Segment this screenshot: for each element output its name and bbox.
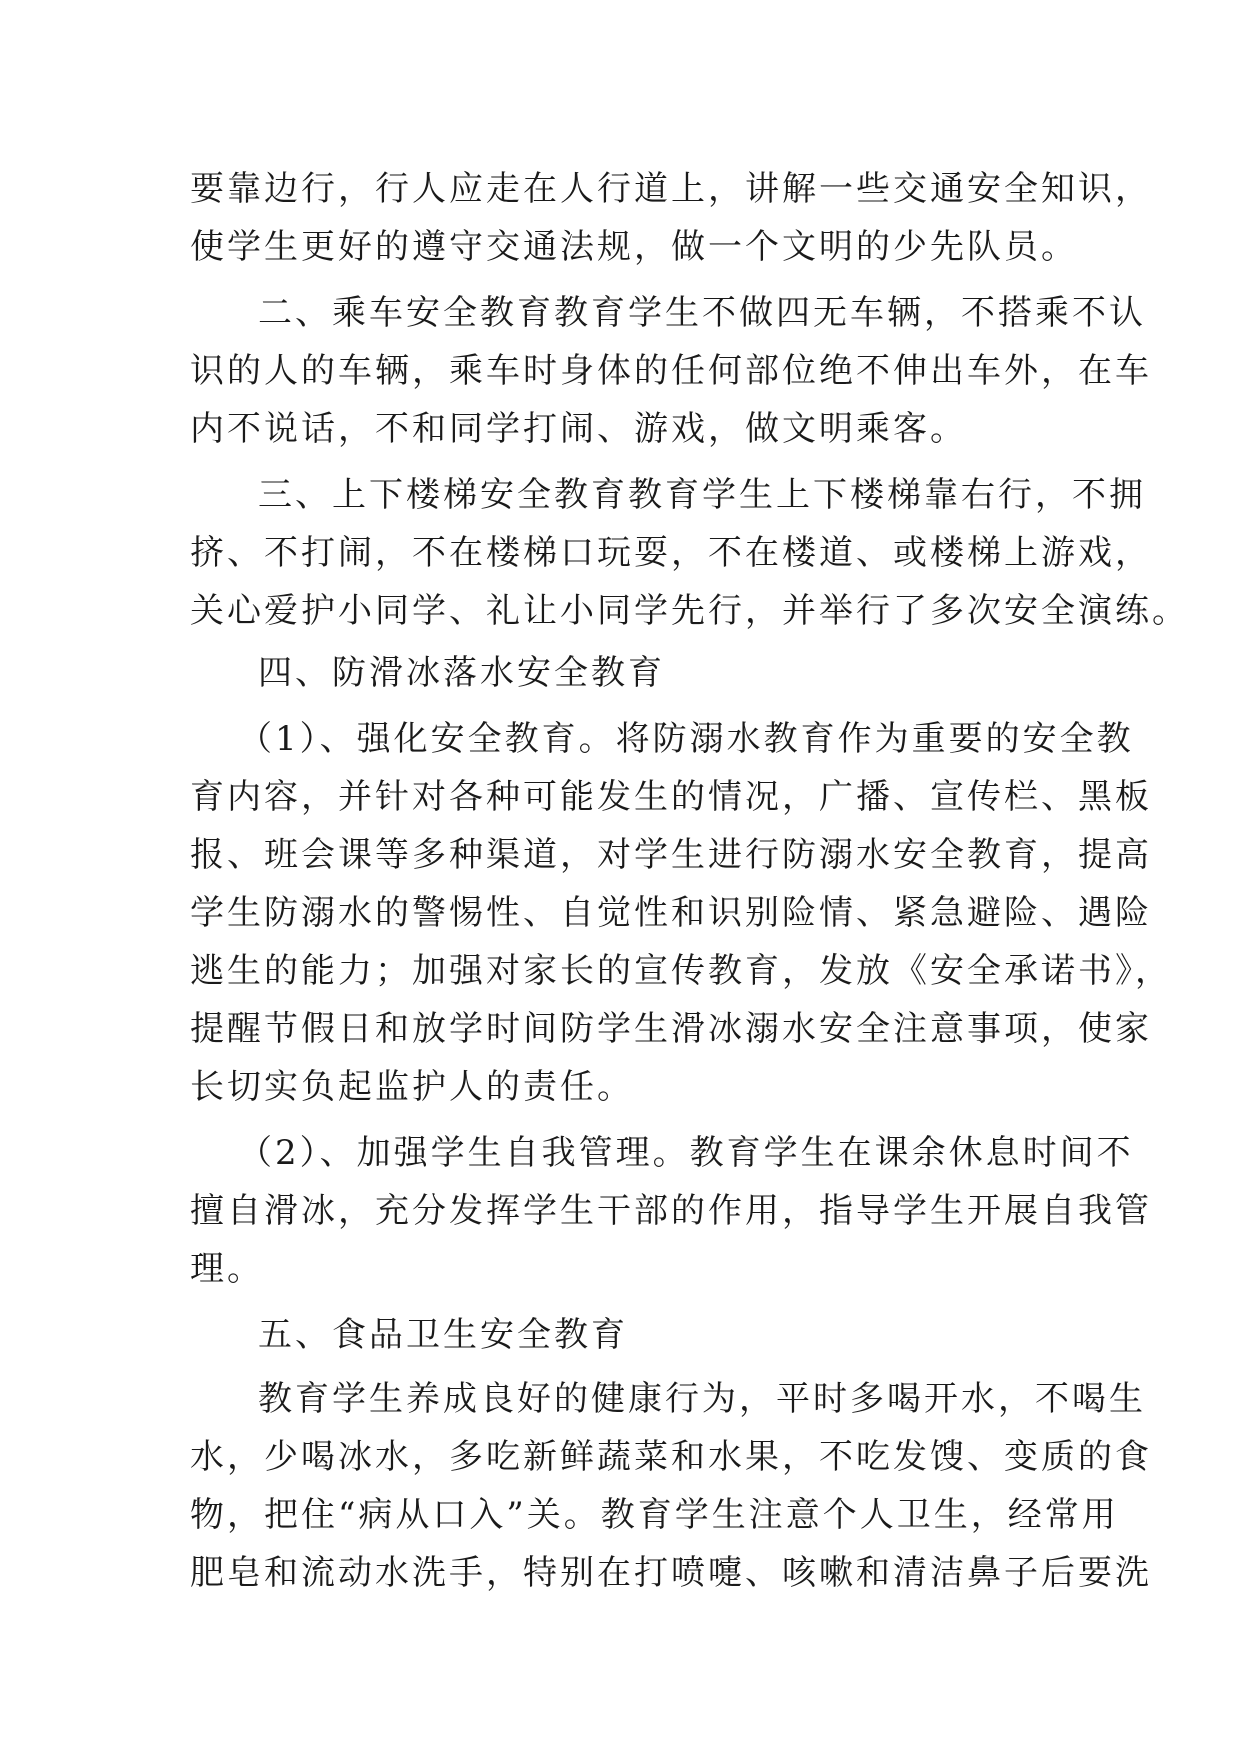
text-line: 学生防溺水的警惕性、自觉性和识别险情、紧急避险、遇险 [190, 893, 1152, 933]
text-line: 逃生的能力；加强对家长的宣传教育，发放《安全承诺书》， [190, 951, 1172, 991]
text-line: 物，把住“病从口入”关。教育学生注意个人卫生，经常用 [190, 1495, 1119, 1535]
text-line: 内不说话，不和同学打闹、游戏，做文明乘客。 [190, 409, 967, 449]
paragraph-heading-2: 二、乘车安全教育教育学生不做四无车辆，不搭乘不认 [258, 293, 1146, 333]
text-line: 擅自滑冰，充分发挥学生干部的作用，指导学生开展自我管 [190, 1191, 1152, 1231]
subsection-2: （2）、加强学生自我管理。教育学生在课余休息时间不 [238, 1133, 1134, 1173]
text-line: 水，少喝冰水，多吃新鲜蔬菜和水果，不吃发馊、变质的食 [190, 1437, 1152, 1477]
text-line: 关心爱护小同学、礼让小同学先行，并举行了多次安全演练。 [190, 591, 1189, 631]
text-line: 使学生更好的遵守交通法规，做一个文明的少先队员。 [190, 227, 1078, 267]
paragraph-heading-3: 三、上下楼梯安全教育教育学生上下楼梯靠右行，不拥 [258, 475, 1146, 515]
text-line: 理。 [190, 1249, 264, 1289]
section-heading-5: 五、食品卫生安全教育 [258, 1315, 628, 1355]
text-line: 要靠边行，行人应走在人行道上，讲解一些交通安全知识， [190, 169, 1152, 209]
document-body [190, 160, 1189, 1602]
text-line: 挤、不打闹，不在楼梯口玩耍，不在楼道、或楼梯上游戏， [190, 533, 1152, 573]
section-heading-4: 四、防滑冰落水安全教育 [258, 653, 665, 693]
text-line: 识的人的车辆，乘车时身体的任何部位绝不伸出车外，在车 [190, 351, 1152, 391]
subsection-1: （1）、强化安全教育。将防溺水教育作为重要的安全教 [238, 719, 1134, 759]
paragraph-start: 教育学生养成良好的健康行为，平时多喝开水，不喝生 [258, 1379, 1146, 1419]
text-line: 长切实负起监护人的责任。 [190, 1067, 634, 1107]
text-line: 提醒节假日和放学时间防学生滑冰溺水安全注意事项，使家 [190, 1009, 1152, 1049]
text-line: 肥皂和流动水洗手，特别在打喷嚏、咳嗽和清洁鼻子后要洗 [190, 1553, 1152, 1593]
text-line: 育内容，并针对各种可能发生的情况，广播、宣传栏、黑板 [190, 777, 1152, 817]
text-line: 报、班会课等多种渠道，对学生进行防溺水安全教育，提高 [190, 835, 1152, 875]
